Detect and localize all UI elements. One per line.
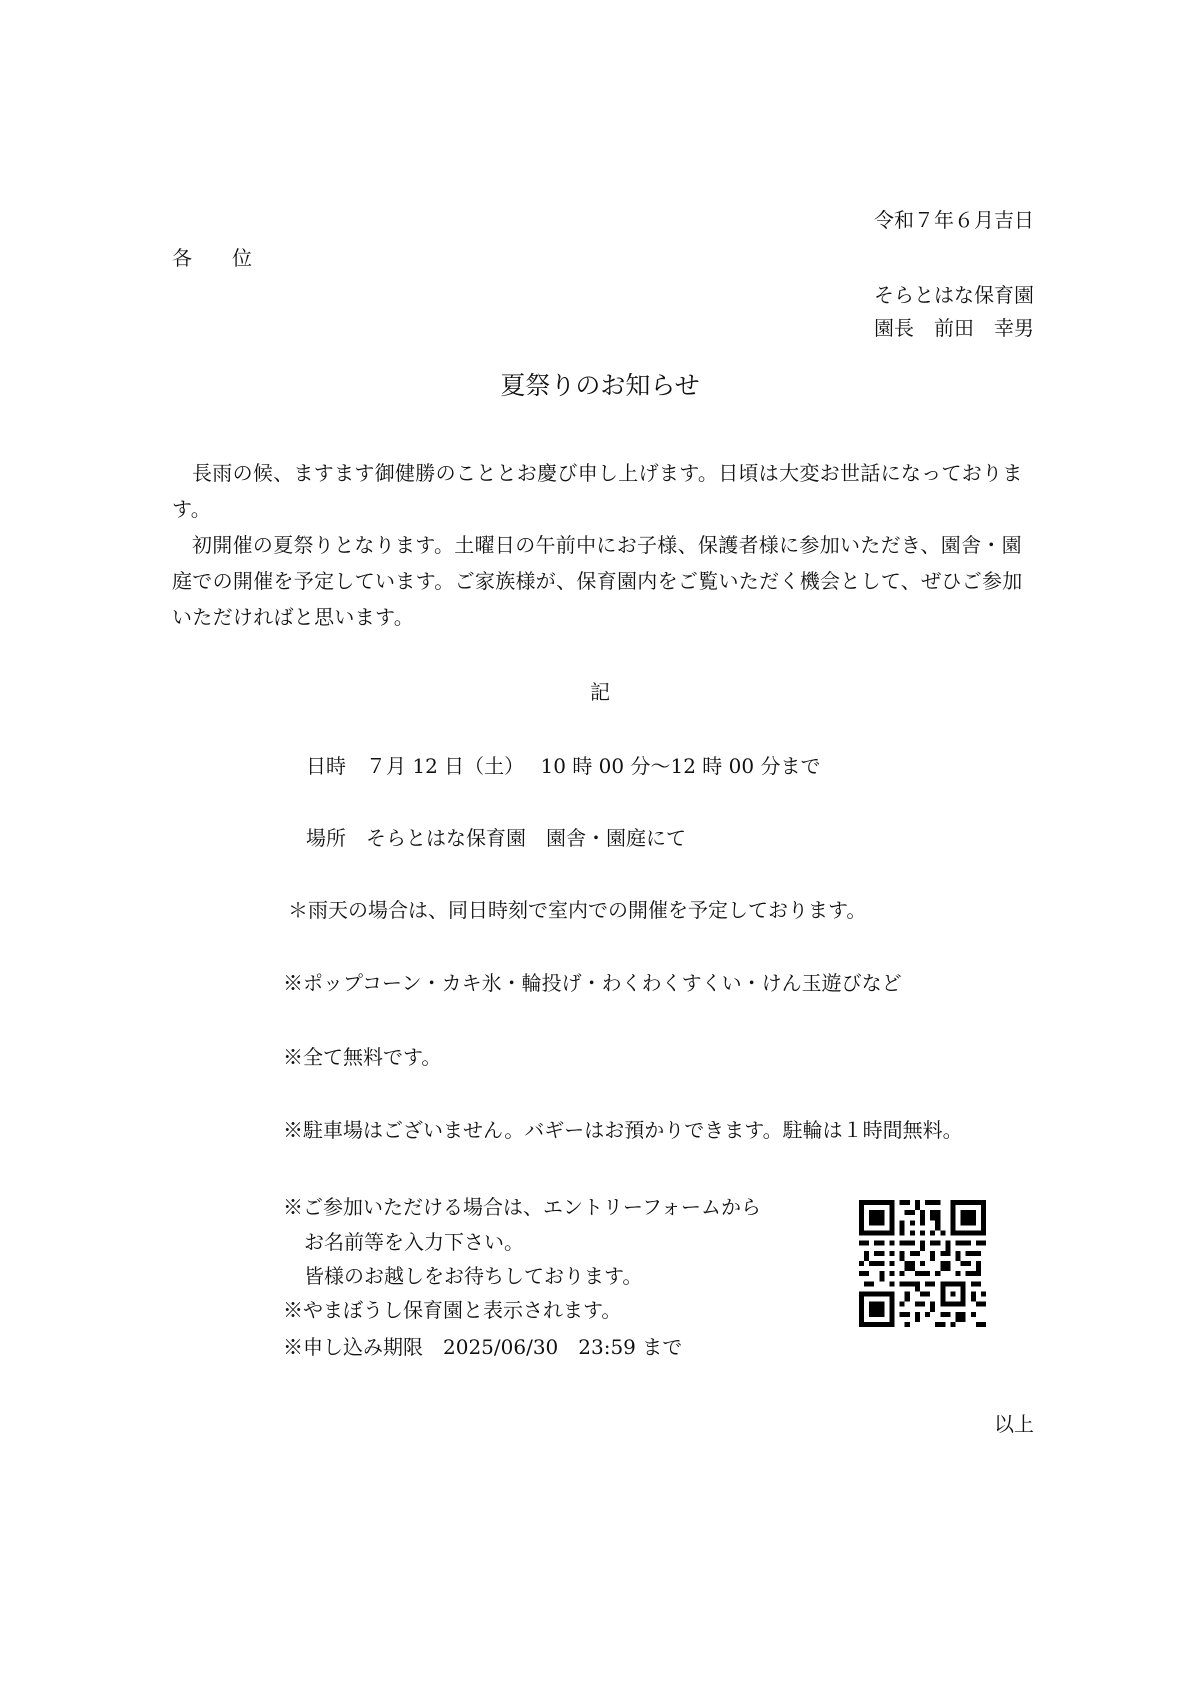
greeting-paragraph: 長雨の候、ますます御健勝のこととお慶び申し上げます。日頃は大変お世話になっております。 <box>172 461 1023 521</box>
deadline-note: ※申し込み期限 2025/06/30 23:59 まで <box>283 1335 683 1359</box>
body-text <box>172 455 1032 635</box>
display-note: ※やまぼうし保育園と表示されます。 <box>283 1298 622 1322</box>
announcement-paragraph: 初開催の夏祭りとなります。土曜日の午前中にお子様、保護者様に参加いただき、園舎・園庭での開催を予定しています。ご家族様が、保育園内をご覧いただく機会として、ぜひご参加いただければと思います。 <box>172 533 1023 629</box>
free-note: ※全て無料です。 <box>283 1045 442 1069</box>
page-title: 夏祭りのお知らせ <box>500 371 700 400</box>
entry-note-line1: ※ご参加いただける場合は、エントリーフォームから <box>283 1195 761 1219</box>
parking-note: ※駐車場はございません。バギーはお預かりできます。駐輪は１時間無料。 <box>283 1118 963 1142</box>
entry-note-line3: 皆様のお越しをお待ちしております。 <box>304 1264 643 1288</box>
activities-note: ※ポップコーン・カキ氷・輪投げ・わくわくすくい・けん玉遊びなど <box>283 971 902 995</box>
qr-code-icon[interactable] <box>859 1200 986 1327</box>
event-datetime: 日時 ７月 12 日（土） 10 時 00 分〜12 時 00 分まで <box>306 754 821 778</box>
closing-text: 以上 <box>994 1412 1034 1436</box>
ki-heading: 記 <box>590 680 610 704</box>
event-place: 場所 そらとはな保育園 園舎・園庭にて <box>306 826 686 850</box>
organization-name: そらとはな保育園 <box>874 283 1034 307</box>
entry-note-line2: お名前等を入力下さい。 <box>304 1230 524 1254</box>
recipient: 各 位 <box>172 246 252 270</box>
document-date: 令和７年６月吉日 <box>874 208 1034 232</box>
rain-note: ＊雨天の場合は、同日時刻で室内での開催を予定しております。 <box>288 898 867 922</box>
sender-name: 園長 前田 幸男 <box>874 316 1034 340</box>
